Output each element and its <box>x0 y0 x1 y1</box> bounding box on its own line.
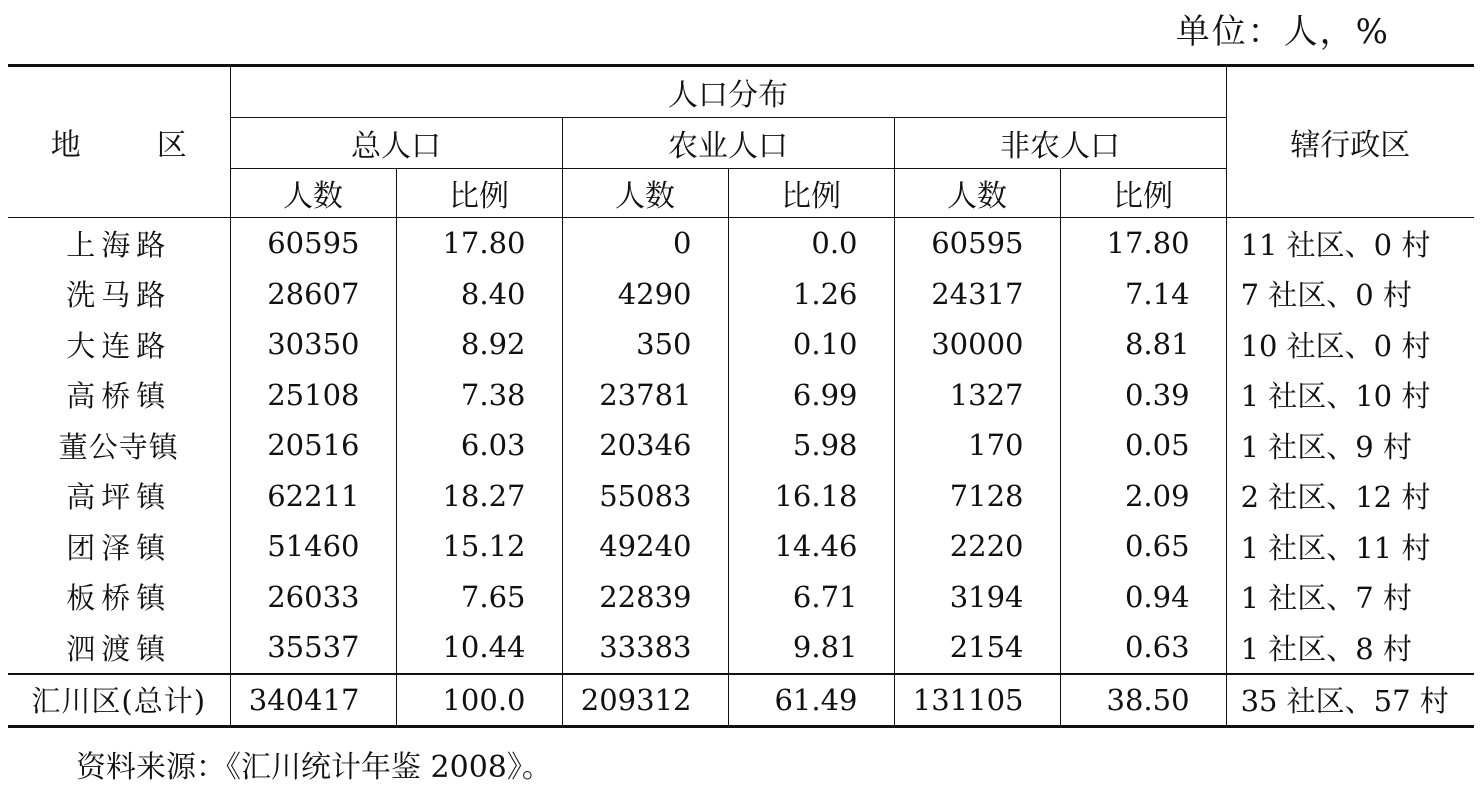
header-col-ratio: 比例 <box>728 169 894 218</box>
cell-nonagri-count: 2220 <box>894 521 1060 572</box>
header-admin-divisions: 辖行政区 <box>1226 66 1474 218</box>
cell-nonagri-count: 170 <box>894 420 1060 471</box>
header-row-group <box>8 66 1474 118</box>
cell-admin: 1 社区、11 村 <box>1240 530 1431 565</box>
cell-nonagri-ratio: 0.94 <box>1060 572 1226 623</box>
header-col-ratio: 比例 <box>396 169 562 218</box>
header-col-ratio: 比例 <box>1060 169 1226 218</box>
header-total-population: 总人口 <box>230 118 562 169</box>
cell-nonagri-ratio: 7.14 <box>1060 269 1226 320</box>
cell-agri-ratio: 1.26 <box>728 269 894 320</box>
cell-agri-count: 0 <box>562 218 728 269</box>
cell-region: 高桥镇 <box>8 370 230 421</box>
table-row <box>8 319 1474 370</box>
header-region-char-1: 地 <box>50 128 81 163</box>
cell-nonagri-count: 1327 <box>894 370 1060 421</box>
cell-total-ratio: 17.80 <box>396 218 562 269</box>
cell-nonagri-ratio: 2.09 <box>1060 471 1226 522</box>
cell-region: 高坪镇 <box>8 471 230 522</box>
cell-agri-ratio: 14.46 <box>728 521 894 572</box>
cell-total-count: 35537 <box>230 622 396 674</box>
cell-nonagri-count: 131105 <box>894 674 1060 727</box>
cell-total-count: 25108 <box>230 370 396 421</box>
table-row <box>8 370 1474 421</box>
cell-admin: 10 社区、0 村 <box>1240 328 1431 363</box>
cell-total-ratio: 8.92 <box>396 319 562 370</box>
cell-nonagri-count: 7128 <box>894 471 1060 522</box>
cell-total-count: 26033 <box>230 572 396 623</box>
cell-total-ratio: 18.27 <box>396 471 562 522</box>
table-row <box>8 572 1474 623</box>
cell-admin: 7 社区、0 村 <box>1240 278 1412 313</box>
table-row <box>8 420 1474 471</box>
cell-agri-ratio: 0.0 <box>728 218 894 269</box>
table-row <box>8 218 1474 269</box>
header-col-count: 人数 <box>894 169 1060 218</box>
cell-total-ratio: 100.0 <box>396 674 562 727</box>
cell-region: 大连路 <box>8 319 230 370</box>
table-row <box>8 521 1474 572</box>
cell-total-ratio: 10.44 <box>396 622 562 674</box>
cell-agri-count: 33383 <box>562 622 728 674</box>
cell-agri-count: 20346 <box>562 420 728 471</box>
cell-admin: 35 社区、57 村 <box>1226 674 1474 727</box>
cell-admin: 1 社区、8 村 <box>1240 631 1412 666</box>
header-col-count: 人数 <box>562 169 728 218</box>
cell-total-count: 60595 <box>230 218 396 269</box>
cell-agri-ratio: 6.71 <box>728 572 894 623</box>
header-region <box>8 66 230 218</box>
cell-total-count: 340417 <box>230 674 396 727</box>
cell-region: 汇川区(总计) <box>8 674 230 727</box>
header-non-agricultural-population: 非农人口 <box>894 118 1226 169</box>
header-region-char-2: 区 <box>156 128 187 163</box>
header-population-distribution: 人口分布 <box>230 66 1226 118</box>
cell-nonagri-ratio: 0.65 <box>1060 521 1226 572</box>
cell-agri-count: 22839 <box>562 572 728 623</box>
cell-nonagri-count: 3194 <box>894 572 1060 623</box>
cell-region: 上海路 <box>8 218 230 269</box>
cell-region: 板桥镇 <box>8 572 230 623</box>
cell-nonagri-count: 30000 <box>894 319 1060 370</box>
cell-admin: 11 社区、0 村 <box>1240 227 1431 262</box>
cell-total-ratio: 6.03 <box>396 420 562 471</box>
cell-nonagri-ratio: 0.05 <box>1060 420 1226 471</box>
cell-nonagri-ratio: 38.50 <box>1060 674 1226 727</box>
cell-admin: 2 社区、12 村 <box>1240 480 1431 515</box>
cell-total-ratio: 7.38 <box>396 370 562 421</box>
cell-nonagri-ratio: 0.63 <box>1060 622 1226 674</box>
cell-nonagri-count: 2154 <box>894 622 1060 674</box>
cell-admin: 1 社区、9 村 <box>1240 429 1412 464</box>
table-row <box>8 622 1474 674</box>
cell-region: 董公寺镇 <box>8 420 230 471</box>
table-body <box>8 218 1474 727</box>
cell-nonagri-ratio: 17.80 <box>1060 218 1226 269</box>
cell-agri-count: 55083 <box>562 471 728 522</box>
cell-nonagri-ratio: 0.39 <box>1060 370 1226 421</box>
cell-agri-ratio: 16.18 <box>728 471 894 522</box>
cell-total-count: 20516 <box>230 420 396 471</box>
cell-agri-count: 49240 <box>562 521 728 572</box>
header-agricultural-population: 农业人口 <box>562 118 894 169</box>
cell-agri-count: 4290 <box>562 269 728 320</box>
cell-region: 团泽镇 <box>8 521 230 572</box>
cell-total-ratio: 7.65 <box>396 572 562 623</box>
cell-total-count: 30350 <box>230 319 396 370</box>
cell-admin: 1 社区、10 村 <box>1240 379 1431 414</box>
cell-nonagri-count: 60595 <box>894 218 1060 269</box>
cell-nonagri-count: 24317 <box>894 269 1060 320</box>
cell-agri-count: 23781 <box>562 370 728 421</box>
cell-total-count: 62211 <box>230 471 396 522</box>
unit-label: 单位：人，% <box>1175 12 1390 52</box>
cell-nonagri-ratio: 8.81 <box>1060 319 1226 370</box>
cell-total-ratio: 8.40 <box>396 269 562 320</box>
cell-total-ratio: 15.12 <box>396 521 562 572</box>
cell-agri-ratio: 0.10 <box>728 319 894 370</box>
cell-region: 洗马路 <box>8 269 230 320</box>
cell-region: 泗渡镇 <box>8 622 230 674</box>
population-table <box>8 64 1474 728</box>
cell-agri-count: 350 <box>562 319 728 370</box>
cell-agri-ratio: 61.49 <box>728 674 894 727</box>
cell-agri-ratio: 9.81 <box>728 622 894 674</box>
cell-admin: 1 社区、7 村 <box>1240 581 1412 616</box>
table-row-total <box>8 674 1474 727</box>
cell-total-count: 51460 <box>230 521 396 572</box>
cell-agri-ratio: 6.99 <box>728 370 894 421</box>
cell-agri-ratio: 5.98 <box>728 420 894 471</box>
cell-total-count: 28607 <box>230 269 396 320</box>
cell-agri-count: 209312 <box>562 674 728 727</box>
table-row <box>8 269 1474 320</box>
table-row <box>8 471 1474 522</box>
source-note: 资料来源：《汇川统计年鉴 2008》。 <box>76 750 552 785</box>
header-col-count: 人数 <box>230 169 396 218</box>
